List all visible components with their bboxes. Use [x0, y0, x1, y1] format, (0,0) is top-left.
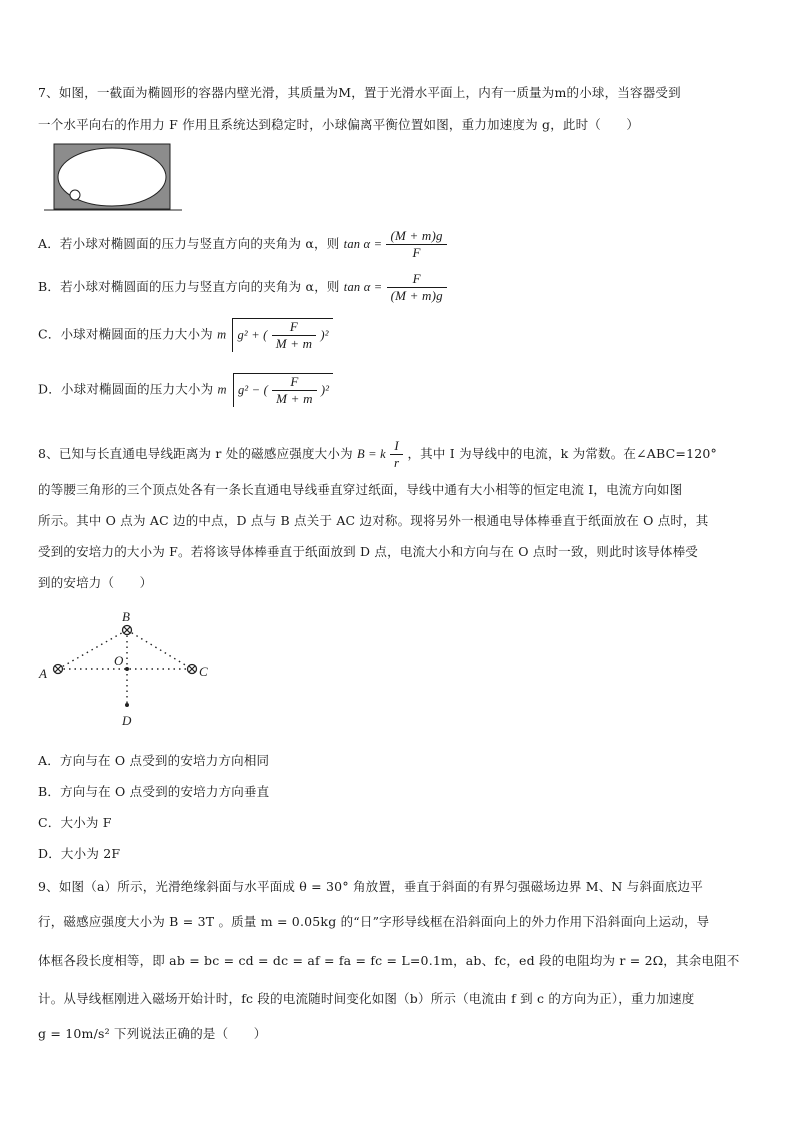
label-c: C	[199, 664, 208, 679]
line-bc	[127, 630, 192, 669]
q7-stem-line1: 7、如图，一截面为椭圆形的容器内壁光滑，其质量为M，置于光滑水平面上，内有一质量为m的小球，当容器受到	[38, 85, 681, 100]
label-d: D	[122, 713, 132, 728]
q7-option-b-fraction	[387, 271, 447, 304]
q9-stem-line4: 计。从导线框刚进入磁场开始计时，fc 段的电流随时间变化如图（b）所示（电流由 f 到 c 的方向为正），重力加速度	[38, 991, 695, 1006]
q8-formula-fraction	[390, 438, 403, 471]
q7-option-c-text: C．小球对椭圆面的压力大小为	[38, 326, 213, 342]
q7-option-b-denominator: (M + m)g	[390, 288, 443, 303]
q7-option-d-numerator: F	[272, 374, 317, 391]
q7-option-a-fraction	[386, 228, 446, 261]
q8-stem-line4: 受到的安培力的大小为 F。若将该导体棒垂直于纸面放到 D 点，电流大小和方向与在 O 点时一致，则此时该导体棒受	[38, 544, 699, 559]
q8-stem-line2: 的等腰三角形的三个顶点处各有一条长直通电导线垂直穿过纸面，导线中通有大小相等的恒定电流 I，电流方向如图	[38, 482, 683, 497]
q7-option-b-text: B．若小球对椭圆面的压力与竖直方向的夹角为 α，则	[38, 279, 340, 294]
q8-option-a: A．方向与在 O 点受到的安培力方向相同	[38, 753, 270, 768]
q8-stem-line3: 所示。其中 O 点为 AC 边的中点，D 点与 B 点关于 AC 边对称。现将另外一根通电导体棒垂直于纸面放在 O 点时，其	[38, 513, 709, 528]
q7-option-d	[38, 373, 333, 407]
q7-stem-line2: 一个水平向右的作用力 F 作用且系统达到稳定时，小球偏离平衡位置如图，重力加速度为 g，此时（ ）	[38, 117, 640, 132]
q7-option-d-denominator: M + m	[276, 391, 313, 406]
q7-option-a-text: A．若小球对椭圆面的压力与竖直方向的夹角为 α，则	[38, 236, 340, 251]
q8-stem-line1-a: 8、已知与长直通电导线距离为 r 处的磁感应强度大小为	[38, 446, 353, 461]
q9-stem-line1: 9、如图（a）所示，光滑绝缘斜面与水平面成 θ = 30° 角放置，垂直于斜面的有界匀强磁场边界 M、N 与斜面底边平	[38, 879, 703, 894]
q7-option-c-g: g² + (	[237, 328, 268, 342]
q7-option-d-text: D．小球对椭圆面的压力大小为	[38, 381, 214, 397]
q7-option-d-g: g² − (	[237, 383, 268, 397]
q7-option-c-sqrt	[232, 318, 332, 352]
q7-option-a-denominator: F	[412, 245, 421, 260]
q9-stem-line3: 体框各段长度相等，即 ab = bc = cd = dc = af = fa = fc = L=0.1m，ab、fc，ed 段的电阻均为 r = 2Ω，其余电阻不	[38, 953, 740, 968]
q7-option-a	[38, 228, 447, 261]
q7-option-b-numerator: F	[387, 271, 447, 288]
q7-option-c	[38, 318, 333, 352]
q7-option-b-tan: tan α =	[343, 280, 383, 294]
q8-option-d: D．大小为 2F	[38, 846, 121, 861]
q9-stem-line5: g = 10m/s² 下列说法正确的是（ ）	[38, 1026, 267, 1041]
label-a: A	[39, 666, 47, 681]
small-ball	[70, 190, 80, 200]
q7-option-d-end: )²	[320, 383, 330, 397]
q8-stem-line1	[38, 438, 717, 471]
q7-option-a-numerator: (M + m)g	[386, 228, 446, 245]
q7-option-c-m: m	[217, 327, 227, 342]
q7-option-c-fraction	[272, 319, 317, 352]
q7-option-a-tan: tan α =	[343, 237, 383, 251]
wire-a-into-page	[54, 665, 63, 674]
q8-formula-numerator: I	[390, 438, 403, 455]
point-o	[125, 667, 129, 671]
q7-option-c-denominator: M + m	[275, 336, 313, 351]
q7-option-b	[38, 271, 447, 304]
q7-option-d-m: m	[217, 382, 227, 397]
label-o: O	[114, 653, 124, 668]
q8-formula-b: B = k	[356, 447, 386, 461]
wire-b-into-page	[123, 626, 132, 635]
q8-option-c: C．大小为 F	[38, 815, 112, 830]
wire-c-into-page	[188, 665, 197, 674]
q8-stem-line5: 到的安培力（ ）	[38, 575, 153, 590]
q7-figure-ellipse-container	[44, 142, 184, 216]
q9-stem-line2: 行，磁感应强度大小为 B = 3T 。质量 m = 0.05kg 的“日”字形导线框在沿斜面向上的外力作用下沿斜面向上运动，导	[38, 914, 710, 929]
point-d	[125, 703, 129, 707]
q7-option-c-end: )²	[320, 328, 329, 342]
q8-option-b: B．方向与在 O 点受到的安培力方向垂直	[38, 784, 270, 799]
q7-option-d-fraction	[272, 374, 317, 407]
q8-stem-line1-b: ，其中 I 为导线中的电流，k 为常数。在∠ABC=120°	[407, 446, 717, 461]
label-b: B	[122, 609, 130, 624]
q8-figure-triangle	[30, 604, 220, 732]
q8-formula-denominator: r	[394, 455, 400, 470]
q7-option-c-numerator: F	[272, 319, 317, 336]
q7-option-d-sqrt	[233, 373, 333, 407]
